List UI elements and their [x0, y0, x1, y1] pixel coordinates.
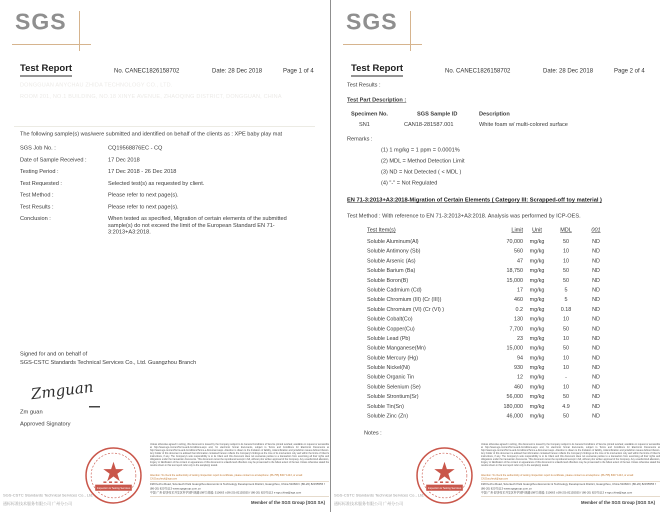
notes-label: Notes :	[364, 430, 382, 436]
svg-text:■ ■ ■ ■: ■ ■ ■ ■	[434, 480, 455, 485]
description-col-header: Description	[479, 111, 510, 117]
cell-mdl: 10	[562, 354, 569, 361]
report-date: Date: 28 Dec 2018	[543, 67, 594, 74]
attention-line: Attention: To check the authenticity of testing /inspection report & certificate, please contact us at telephone: (86-755) 8307 1443, or email: CN.Doccheck@sgs.com	[150, 474, 303, 481]
cell-mdl: 50	[562, 325, 569, 332]
cell-limit: 15,000	[506, 277, 523, 284]
col-header-mdl: MDL	[560, 227, 572, 233]
cell-test-item: Soluble Mercury (Hg)	[367, 354, 419, 361]
cell-unit: mg/kg	[529, 267, 545, 274]
address-cn: 中国·广州·经济技术开发区科学城科珠路198号 邮编: 510663 t (86-20) 82155555 f (86-20) 82075113 e sgs.china@sgs.com	[481, 491, 633, 495]
cell-result: ND	[592, 316, 600, 323]
report-number: No. CANEC1826158702	[114, 67, 180, 74]
svg-text:■ ■ ■ ■: ■ ■ ■ ■	[103, 480, 124, 485]
table-row	[348, 413, 611, 423]
logo-vertical-line	[79, 11, 80, 51]
cell-limit: 130	[513, 316, 523, 323]
cell-test-item: Soluble Antimony (Sb)	[367, 248, 421, 255]
cell-unit: mg/kg	[529, 277, 545, 284]
table-row	[348, 248, 611, 258]
report-title: Test Report	[20, 63, 72, 77]
cell-test-item: Soluble Cobalt(Co)	[367, 316, 413, 323]
footer-company-en: SGS-CSTC Standards Technical Services Co., Ltd.	[334, 493, 425, 498]
remarks-label: Remarks :	[347, 136, 373, 142]
table-row	[348, 316, 611, 326]
field-row	[20, 157, 313, 164]
cell-result: ND	[592, 383, 600, 390]
field-value: CQ19568876EC - CQ	[108, 145, 163, 151]
footer-company-en: SGS-CSTC Standards Technical Services Co., Ltd.	[3, 493, 94, 498]
cell-limit: 94	[516, 354, 523, 361]
cell-result: ND	[592, 403, 600, 410]
cell-test-item: Soluble Nickel(Ni)	[367, 364, 410, 371]
remark-line: (4) "-" = Not Regulated	[381, 180, 438, 186]
table-row	[348, 354, 611, 364]
standard-section-heading: EN 71-3:2013+A3:2018-Migration of Certain Elements ( Category III: Scrapped-off toy material )	[347, 197, 602, 203]
specimen-col-header: Specimen No.	[351, 111, 388, 117]
cell-unit: mg/kg	[529, 354, 545, 361]
cell-unit: mg/kg	[529, 248, 545, 255]
cell-test-item: Soluble Chromium (III) (Cr (III))	[367, 296, 442, 303]
disclaimer-text: Unless otherwise agreed in writing, this document is issued by the Company subject to its General Conditions of Service printed overleaf, available on request or accessible at http://www.sgs.com/en/Terms-and-Conditions.aspx and, for electronic format documents, subject to Terms and Conditions for Electronic Documents at http://www.sgs.com/en/Terms-and-Conditions/Terms-e-Document.aspx. Attention is drawn to the limitation of liability, indemnification and jurisdiction issues defined therein. Any holder of this document is advised that information contained hereon reflects the Company's findings at the time of its intervention only and within the limits of Client's instructions, if any. The Company's sole responsibility is to its Client and this document does not exonerate parties to a transaction from exercising all their rights and obligations under the transaction documents. This document cannot be reproduced except in full, without prior written approval of the Company. Any unauthorized alteration, forgery or falsification of the content or appearance of this document is unlawful and offenders may be prosecuted to the fullest extent of the law. Unless otherwise stated the results shown in this test report refer only to the sample(s) tested.	[150, 443, 329, 467]
cell-unit: mg/kg	[529, 383, 545, 390]
cell-result: ND	[592, 364, 600, 371]
table-row	[348, 286, 611, 296]
field-label: Test Results :	[20, 203, 54, 210]
field-value: Please refer to next page(s).	[108, 203, 179, 210]
field-row	[20, 192, 313, 199]
member-note: Member of the SGS Group (SGS SA)	[250, 500, 325, 505]
col-header-unit: Unit	[532, 227, 542, 233]
field-row	[20, 180, 313, 187]
sample-id-col-header: SGS Sample ID	[417, 111, 458, 117]
cell-limit: 7,700	[509, 325, 523, 332]
cell-test-item: Soluble Chromium (VI) (Cr (VI) )	[367, 306, 445, 313]
cell-limit: 930	[513, 364, 523, 371]
signature-dash	[89, 406, 100, 408]
cell-mdl: 50	[562, 277, 569, 284]
field-label: Date of Sample Received :	[20, 156, 87, 163]
cell-test-item: Soluble Barium (Ba)	[367, 267, 416, 274]
report-date: Date: 28 Dec 2018	[212, 67, 263, 74]
field-row	[20, 145, 313, 152]
cell-test-item: Soluble Selenium (Se)	[367, 383, 421, 390]
footer-company-cn: 通标标准技术服务有限公司 广州分公司	[334, 501, 404, 506]
remarks-list	[381, 147, 465, 191]
address-cn: 中国·广州·经济技术开发区科学城科珠路198号 邮编: 510663 t (86-20) 82155555 f (86-20) 82075113 e sgs.china@sgs.com	[150, 491, 302, 495]
cell-unit: mg/kg	[529, 325, 545, 332]
signed-block	[20, 350, 196, 367]
cell-limit: 70,000	[506, 238, 523, 245]
cell-result: ND	[592, 238, 600, 245]
cell-mdl: 10	[562, 383, 569, 390]
stamp-banner-text: Inspection & Testing Services	[427, 486, 462, 491]
remark-line: (2) MDL = Method Detection Limit	[381, 158, 465, 164]
cell-limit: 560	[513, 248, 523, 255]
address-en: 198 Kezhu Road, Scientech Park Guangzhou Economic & Technology Development District, Guangzhou, China 510663 t (86-20) 82155555 f (86-20) 82075113 www.sgsgroup.com.cn	[150, 483, 325, 491]
cell-unit: mg/kg	[529, 364, 545, 371]
field-label: Test Requested :	[20, 180, 62, 187]
cell-limit: 460	[513, 296, 523, 303]
cell-limit: 18,750	[506, 267, 523, 274]
sgs-logo-text: SGS	[346, 8, 398, 35]
address-block	[150, 481, 329, 497]
table-row	[348, 403, 611, 413]
table-row	[348, 267, 611, 277]
cell-test-item: Soluble Copper(Cu)	[367, 325, 415, 332]
cell-unit: mg/kg	[529, 316, 545, 323]
table-row	[348, 257, 611, 267]
cell-result: ND	[592, 257, 600, 264]
cell-result: ND	[592, 286, 600, 293]
cell-limit: 0.2	[515, 306, 523, 313]
cell-result: ND	[592, 345, 600, 352]
table-row	[348, 374, 611, 384]
field-row	[20, 204, 313, 211]
field-row	[20, 169, 313, 176]
table-row	[348, 393, 611, 403]
field-value: 17 Dec 2018	[108, 156, 140, 163]
cell-mdl: 10	[562, 316, 569, 323]
cell-test-item: Soluble Aluminum(Al)	[367, 238, 419, 245]
cell-test-item: Soluble Lead (Pb)	[367, 335, 411, 342]
cell-result: ND	[592, 393, 600, 400]
cell-mdl: 10	[562, 257, 569, 264]
address-block	[481, 481, 660, 497]
cell-test-item: Soluble Cadmium (Cd)	[367, 286, 422, 293]
sgs-logo-text: SGS	[15, 8, 67, 35]
faded-client-name: DONGGUAN ANYCHAU ZHIDA TECHNOLOGY CO., LTD.	[20, 82, 173, 88]
specimen-description: White foam w/ multi-colored surface	[479, 121, 568, 128]
cell-limit: 47	[516, 257, 523, 264]
cell-result: ND	[592, 374, 600, 381]
cell-result: ND	[592, 325, 600, 332]
signatory-title: Approved Signatory	[20, 421, 71, 427]
table-row	[348, 238, 611, 248]
cell-mdl: 50	[562, 267, 569, 274]
cell-unit: mg/kg	[529, 413, 545, 420]
table-row	[348, 306, 611, 316]
cell-mdl: 50	[562, 238, 569, 245]
cell-unit: mg/kg	[529, 403, 545, 410]
test-method-line: Test Method : With reference to EN 71-3:2013+A3:2018. Analysis was performed by ICP-OES.	[347, 213, 581, 219]
test-results-label: Test Results :	[347, 82, 381, 88]
col-header-specimen-001: 001	[591, 227, 601, 233]
cell-test-item: Soluble Manganese(Mn)	[367, 345, 426, 352]
cell-unit: mg/kg	[529, 393, 545, 400]
cell-unit: mg/kg	[529, 238, 545, 245]
results-table	[348, 238, 611, 422]
cell-limit: 23	[516, 335, 523, 342]
cell-unit: mg/kg	[529, 335, 545, 342]
field-row	[20, 216, 313, 236]
faded-client-address: ROOM 201, NO.1 BUILDING, NO.18 XINYE AVENUE, ZHAOQING DISTRICT, DONGGUAN, CHINA	[20, 93, 282, 100]
cell-test-item: Soluble Tin(Sn)	[367, 403, 404, 410]
cell-result: ND	[592, 413, 600, 420]
cell-unit: mg/kg	[529, 257, 545, 264]
field-value: 17 Dec 2018 - 26 Dec 2018	[108, 168, 177, 175]
cell-test-item: Soluble Strontium(Sr)	[367, 393, 419, 400]
cell-unit: mg/kg	[529, 374, 545, 381]
cell-mdl: 0.18	[560, 306, 572, 313]
field-value: When tested as specified, Migration of certain elements of the submitted sample(s) do not exceed the limit of the European Standard EN 71-3:2013+A3:2018.	[108, 215, 287, 235]
stamp-banner-text: Inspection & Testing Services	[96, 486, 131, 491]
cell-mdl: 10	[562, 248, 569, 255]
cell-result: ND	[592, 354, 600, 361]
sample-intro-line: The following sample(s) was/were submitted and identified on behalf of the clients as : XPE baby play mat	[20, 131, 283, 137]
table-row	[348, 364, 611, 374]
table-row	[348, 325, 611, 335]
cell-result: ND	[592, 277, 600, 284]
remark-line: (1) 1 mg/kg = 1 ppm = 0.0001%	[381, 147, 460, 153]
table-row	[348, 277, 611, 287]
cell-result: ND	[592, 335, 600, 342]
table-row	[348, 296, 611, 306]
page-number: Page 1 of 4	[283, 67, 314, 74]
red-company-stamp	[415, 446, 474, 505]
field-label: Testing Period :	[20, 168, 59, 175]
cell-test-item: Soluble Zinc (Zn)	[367, 413, 409, 420]
cell-limit: 46,000	[506, 413, 523, 420]
divider-rule	[14, 126, 315, 127]
page-number: Page 2 of 4	[614, 67, 645, 74]
cell-mdl: -	[565, 374, 567, 381]
signatory-name: Zm guan	[20, 409, 43, 415]
cell-result: ND	[592, 296, 600, 303]
address-en: 198 Kezhu Road, Scientech Park Guangzhou Economic & Technology Development District, Guangzhou, China 510663 t (86-20) 82155555 f (86-20) 82075113 www.sgsgroup.com.cn	[481, 483, 656, 491]
report-number: No. CANEC1826158702	[445, 67, 511, 74]
cell-result: ND	[592, 306, 600, 313]
sgs-sample-id: CAN18-281587.001	[404, 121, 454, 128]
red-company-stamp	[84, 446, 143, 505]
field-label: Test Method :	[20, 192, 54, 198]
cell-mdl: 50	[562, 413, 569, 420]
cell-result: ND	[592, 248, 600, 255]
report-fields	[20, 145, 313, 241]
cell-unit: mg/kg	[529, 296, 545, 303]
table-row	[348, 335, 611, 345]
cell-test-item: Soluble Arsenic (As)	[367, 257, 416, 264]
cell-mdl: 4.9	[562, 403, 570, 410]
cell-unit: mg/kg	[529, 345, 545, 352]
footer-company-cn: 通标标准技术服务有限公司 广州分公司	[3, 501, 73, 506]
cell-test-item: Soluble Boron(B)	[367, 277, 409, 284]
field-label: Conclusion :	[20, 215, 51, 222]
cell-limit: 460	[513, 383, 523, 390]
attention-line: Attention: To check the authenticity of testing /inspection report & certificate, please contact us at telephone: (86-755) 8307 1443, or email: CN.Doccheck@sgs.com	[481, 474, 634, 481]
handwritten-signature: Zmguan	[30, 378, 95, 404]
test-part-description-heading: Test Part Description :	[347, 97, 407, 103]
cell-limit: 12	[516, 374, 523, 381]
cell-mdl: 5	[564, 286, 568, 293]
cell-mdl: 50	[562, 393, 569, 400]
disclaimer-text: Unless otherwise agreed in writing, this document is issued by the Company subject to its General Conditions of Service printed overleaf, available on request or accessible at http://www.sgs.com/en/Terms-and-Conditions.aspx and, for electronic format documents, subject to Terms and Conditions for Electronic Documents at http://www.sgs.com/en/Terms-and-Conditions/Terms-e-Document.aspx. Attention is drawn to the limitation of liability, indemnification and jurisdiction issues defined therein. Any holder of this document is advised that information contained hereon reflects the Company's findings at the time of its intervention only and within the limits of Client's instructions, if any. The Company's sole responsibility is to its Client and this document does not exonerate parties to a transaction from exercising all their rights and obligations under the transaction documents. This document cannot be reproduced except in full, without prior written approval of the Company. Any unauthorized alteration, forgery or falsification of the content or appearance of this document is unlawful and offenders may be prosecuted to the fullest extent of the law. Unless otherwise stated the results shown in this test report refer only to the sample(s) tested.	[481, 443, 660, 467]
results-table-header	[348, 227, 611, 233]
member-note: Member of the SGS Group (SGS SA)	[580, 500, 655, 505]
report-page-2	[330, 0, 660, 512]
table-row	[348, 383, 611, 393]
cell-test-item: Soluble Organic Tin	[367, 374, 415, 381]
cell-mdl: 5	[564, 296, 568, 303]
cell-limit: 56,000	[506, 393, 523, 400]
cell-mdl: 50	[562, 345, 569, 352]
report-title: Test Report	[351, 63, 403, 77]
table-row	[348, 345, 611, 355]
company-name-line: SGS-CSTC Standards Technical Services Co., Ltd. Guangzhou Branch	[20, 359, 197, 366]
cell-unit: mg/kg	[529, 306, 545, 313]
cell-limit: 15,000	[506, 345, 523, 352]
cell-result: ND	[592, 267, 600, 274]
col-header-limit: Limit	[511, 227, 523, 233]
cell-mdl: 10	[562, 364, 569, 371]
field-value: Please refer to next page(s).	[108, 192, 179, 198]
specimen-no: SN1	[359, 121, 370, 128]
cell-limit: 180,000	[503, 403, 523, 410]
cell-mdl: 10	[562, 335, 569, 342]
field-label: SGS Job No. :	[20, 145, 56, 151]
cell-limit: 17	[516, 286, 523, 293]
remark-line: (3) ND = Not Detected ( < MDL )	[381, 169, 462, 175]
field-value: Selected test(s) as requested by client.	[108, 180, 205, 187]
logo-vertical-line	[410, 11, 411, 51]
signed-for-line: Signed for and on behalf of	[20, 351, 88, 357]
col-header-test-items: Test Item(s)	[367, 227, 396, 233]
cell-unit: mg/kg	[529, 286, 545, 293]
